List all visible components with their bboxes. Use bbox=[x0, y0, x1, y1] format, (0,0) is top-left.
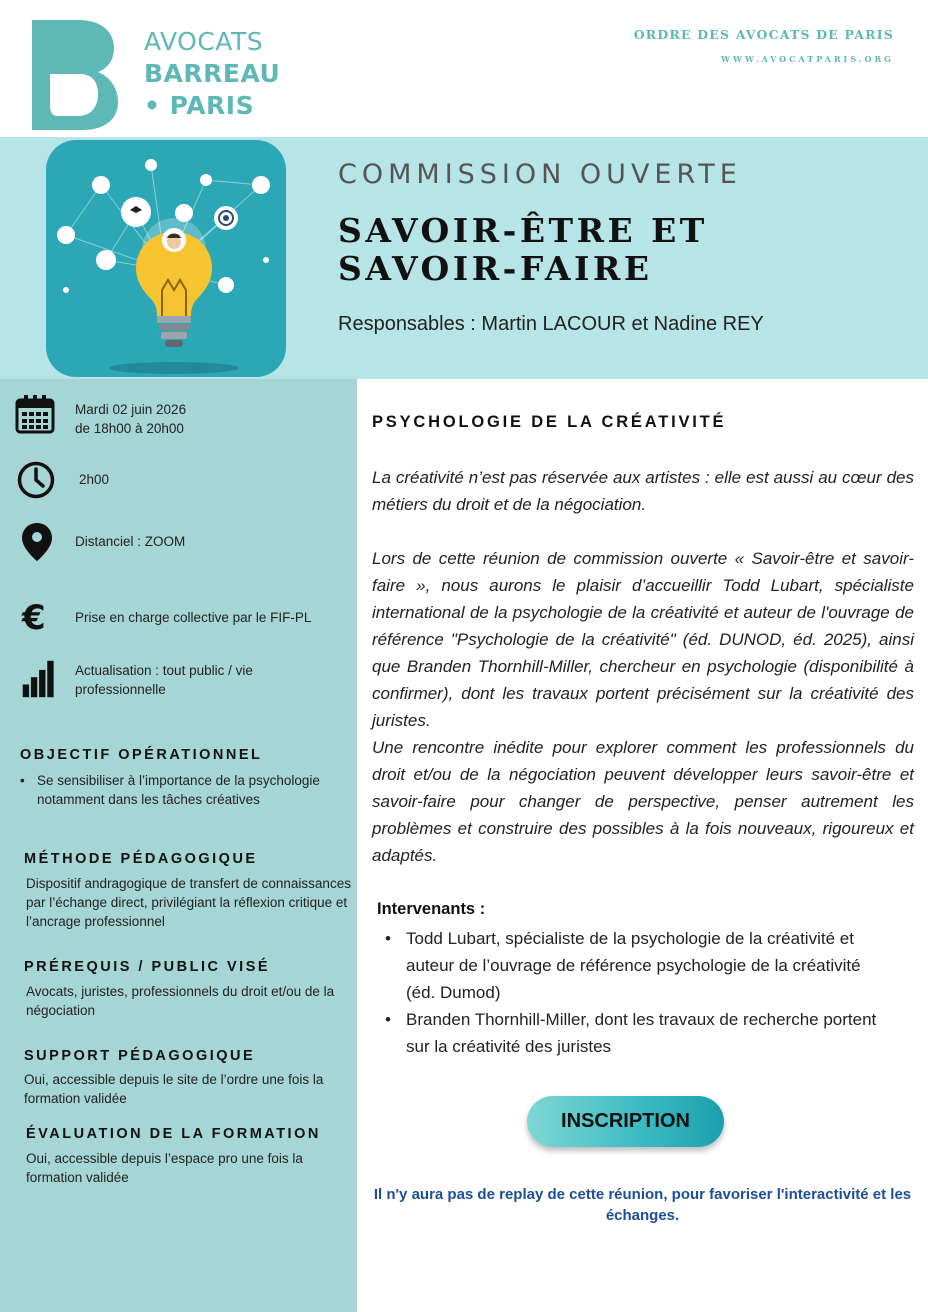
evaluation-text: Oui, accessible depuis l’espace pro une fois la formation validée bbox=[26, 1151, 303, 1185]
intervenants-heading: Intervenants : bbox=[377, 900, 486, 918]
intervenant-text: Branden Thornhill-Miller, dont les travaux de recherche portent sur la créativité des juristes bbox=[406, 1010, 877, 1056]
title-banner bbox=[0, 137, 928, 379]
calendar-icon bbox=[15, 394, 55, 434]
barreau-logo-text bbox=[144, 26, 280, 122]
commission-kicker: COMMISSION OUVERTE bbox=[338, 159, 742, 190]
euro-icon bbox=[20, 597, 54, 637]
logo-line-paris: • PARIS bbox=[144, 91, 255, 120]
actualisation-line2: professionnelle bbox=[75, 682, 166, 697]
main-heading: PSYCHOLOGIE DE LA CRÉATIVITÉ bbox=[372, 413, 727, 431]
evaluation-heading: ÉVALUATION DE LA FORMATION bbox=[26, 1126, 321, 1142]
time-line: de 18h00 à 20h00 bbox=[75, 421, 184, 436]
svg-text:€: € bbox=[22, 598, 46, 637]
prerequis-text: Avocats, juristes, professionnels du droit et/ou de la négociation bbox=[26, 984, 335, 1018]
bullet-icon: • bbox=[385, 1010, 391, 1029]
page-header bbox=[0, 0, 928, 137]
replay-note: Il n'y aura pas de replay de cette réunion, pour favoriser l'interactivité et les échanges. bbox=[373, 1186, 912, 1224]
event-title: SAVOIR-ÊTRE ET SAVOIR-FAIRE bbox=[338, 211, 708, 288]
actualisation-text bbox=[75, 661, 253, 699]
intervenant-item bbox=[385, 925, 885, 1006]
objectif-heading: OBJECTIF OPÉRATIONNEL bbox=[20, 747, 263, 763]
prerequis-heading: PRÉREQUIS / PUBLIC VISÉ bbox=[24, 959, 271, 975]
location-pin-icon bbox=[20, 522, 54, 562]
date-text bbox=[75, 400, 186, 438]
bullet-icon: • bbox=[385, 929, 391, 948]
rencontre-paragraph: Une rencontre inédite pour explorer comment les professionnels du droit et/ou de la négociation peuvent développer leurs savoir-être et savoir-faire pour changer de perspective, penser autrement les problèmes et construire des possibles à la fois nouveaux, rigoureux et adaptés. bbox=[372, 738, 914, 865]
clock-icon bbox=[16, 460, 56, 500]
duration-text: 2h00 bbox=[79, 472, 110, 487]
objectif-list bbox=[20, 771, 320, 809]
objectif-item: Se sensibiliser à l’importance de la psychologie notamment dans les tâches créatives bbox=[37, 773, 320, 807]
info-sidebar bbox=[0, 379, 357, 1312]
date-line: Mardi 02 juin 2026 bbox=[75, 402, 187, 417]
logo-line-barreau: BARREAU bbox=[144, 59, 281, 88]
actualisation-line1: Actualisation : tout public / vie bbox=[75, 663, 253, 678]
methode-heading: MÉTHODE PÉDAGOGIQUE bbox=[24, 851, 258, 867]
intro-paragraph: La créativité n’est pas réservée aux artistes : elle est aussi au cœur des métiers du droit et de la négociation. bbox=[372, 468, 914, 514]
org-block bbox=[634, 27, 894, 64]
bullet-icon: • bbox=[20, 773, 25, 788]
description-paragraph: Lors de cette réunion de commission ouverte « Savoir-être et savoir-faire », nous aurons le plaisir d’accueillir Todd Lubart, spécialiste international de la psychologie de la créativité et auteur de l'ouvrage de référence "Psychologie de la créativité" (éd. DUNOD, éd. 2025), ainsi que Branden Thornhill-Miller, chercheur en psychologie (disponibilité à confirmer), dont les travaux portent précisément sur la créativité des juristes. bbox=[372, 549, 914, 730]
bar-chart-icon bbox=[20, 659, 60, 699]
barreau-logo-icon bbox=[28, 16, 120, 134]
logo-line-avocats: AVOCATS bbox=[144, 27, 264, 56]
intervenant-text: Todd Lubart, spécialiste de la psychologie de la créativité et auteur de l’ouvrage de référence psychologie de la créativité (éd. Dumod) bbox=[406, 929, 861, 1002]
methode-text: Dispositif andragogique de transfert de connaissances par l’échange direct, privilégiant la réflexion critique et l’ancrage professionnel bbox=[26, 876, 351, 929]
responsables: Responsables : Martin LACOUR et Nadine REY bbox=[338, 313, 764, 335]
org-url-link[interactable]: WWW.AVOCATPARIS.ORG bbox=[721, 54, 894, 64]
location-text: Distanciel : ZOOM bbox=[75, 534, 186, 549]
support-text: Oui, accessible depuis le site de l’ordre une fois la formation validée bbox=[24, 1072, 324, 1106]
inscription-button[interactable]: INSCRIPTION bbox=[527, 1096, 724, 1147]
funding-text: Prise en charge collective par le FIF-PL bbox=[75, 610, 312, 625]
support-heading: SUPPORT PÉDAGOGIQUE bbox=[24, 1048, 256, 1064]
lightbulb-illustration bbox=[46, 140, 286, 377]
intervenant-item bbox=[385, 1006, 885, 1060]
org-name: ORDRE DES AVOCATS DE PARIS bbox=[633, 27, 894, 42]
